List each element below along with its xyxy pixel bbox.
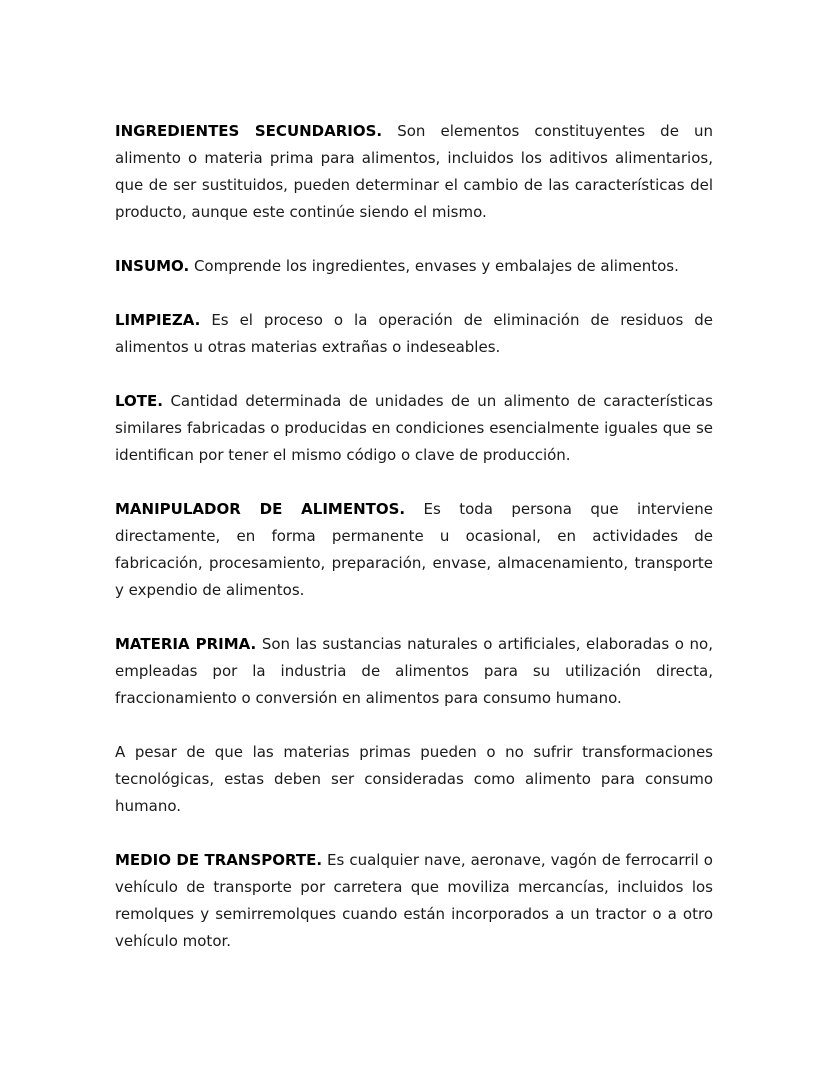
definition-term: INSUMO. — [115, 257, 190, 275]
definition-ingredientes-secundarios — [115, 118, 713, 226]
definition-insumo — [115, 253, 713, 280]
definition-term: LOTE. — [115, 392, 163, 410]
definition-term: LIMPIEZA. — [115, 311, 201, 329]
definition-term: MATERIA PRIMA. — [115, 635, 257, 653]
definition-text: Son las sustancias naturales o artificiales, elaboradas o no, empleadas por la industria de alimentos para su utilización directa, fraccionamiento o conversión en alimentos para consumo humano. — [115, 635, 714, 707]
definition-materia-prima — [115, 631, 713, 712]
definition-manipulador-de-alimentos — [115, 496, 713, 604]
definition-text: Son elementos constituyentes de un alimento o materia prima para alimentos, incluidos los aditivos alimentarios, que de ser sustituidos, pueden determinar el cambio de las características del producto, aunque este continúe siendo el mismo. — [115, 122, 713, 221]
definition-term: MANIPULADOR DE ALIMENTOS. — [115, 500, 406, 518]
definition-text: Es cualquier nave, aeronave, vagón de ferrocarril o vehículo de transporte por carretera que moviliza mercancías, incluidos los remolques y semirremolques cuando están incorporados a un tractor o a otro vehículo motor. — [115, 851, 713, 950]
definition-text: Comprende los ingredientes, envases y embalajes de alimentos. — [189, 257, 679, 275]
definition-limpieza — [115, 307, 713, 361]
materia-prima-note — [115, 739, 713, 820]
definition-term: MEDIO DE TRANSPORTE. — [115, 851, 323, 869]
document-page — [115, 118, 713, 982]
note-text: A pesar de que las materias primas pueden o no sufrir transformaciones tecnológicas, estas deben ser consideradas como alimento para consumo humano. — [115, 743, 713, 815]
definition-lote — [115, 388, 713, 469]
definition-medio-de-transporte — [115, 847, 713, 955]
definition-text: Es toda persona que interviene directamente, en forma permanente u ocasional, en actividades de fabricación, procesamiento, preparación, envase, almacenamiento, transporte y expendio de alimentos. — [115, 500, 713, 599]
definition-text: Es el proceso o la operación de eliminación de residuos de alimentos u otras materias extrañas o indeseables. — [115, 311, 713, 356]
definition-text: Cantidad determinada de unidades de un alimento de características similares fabricadas o producidas en condiciones esencialmente iguales que se identifican por tener el mismo código o clave de producción. — [115, 392, 713, 464]
definition-term: INGREDIENTES SECUNDARIOS. — [115, 122, 383, 140]
